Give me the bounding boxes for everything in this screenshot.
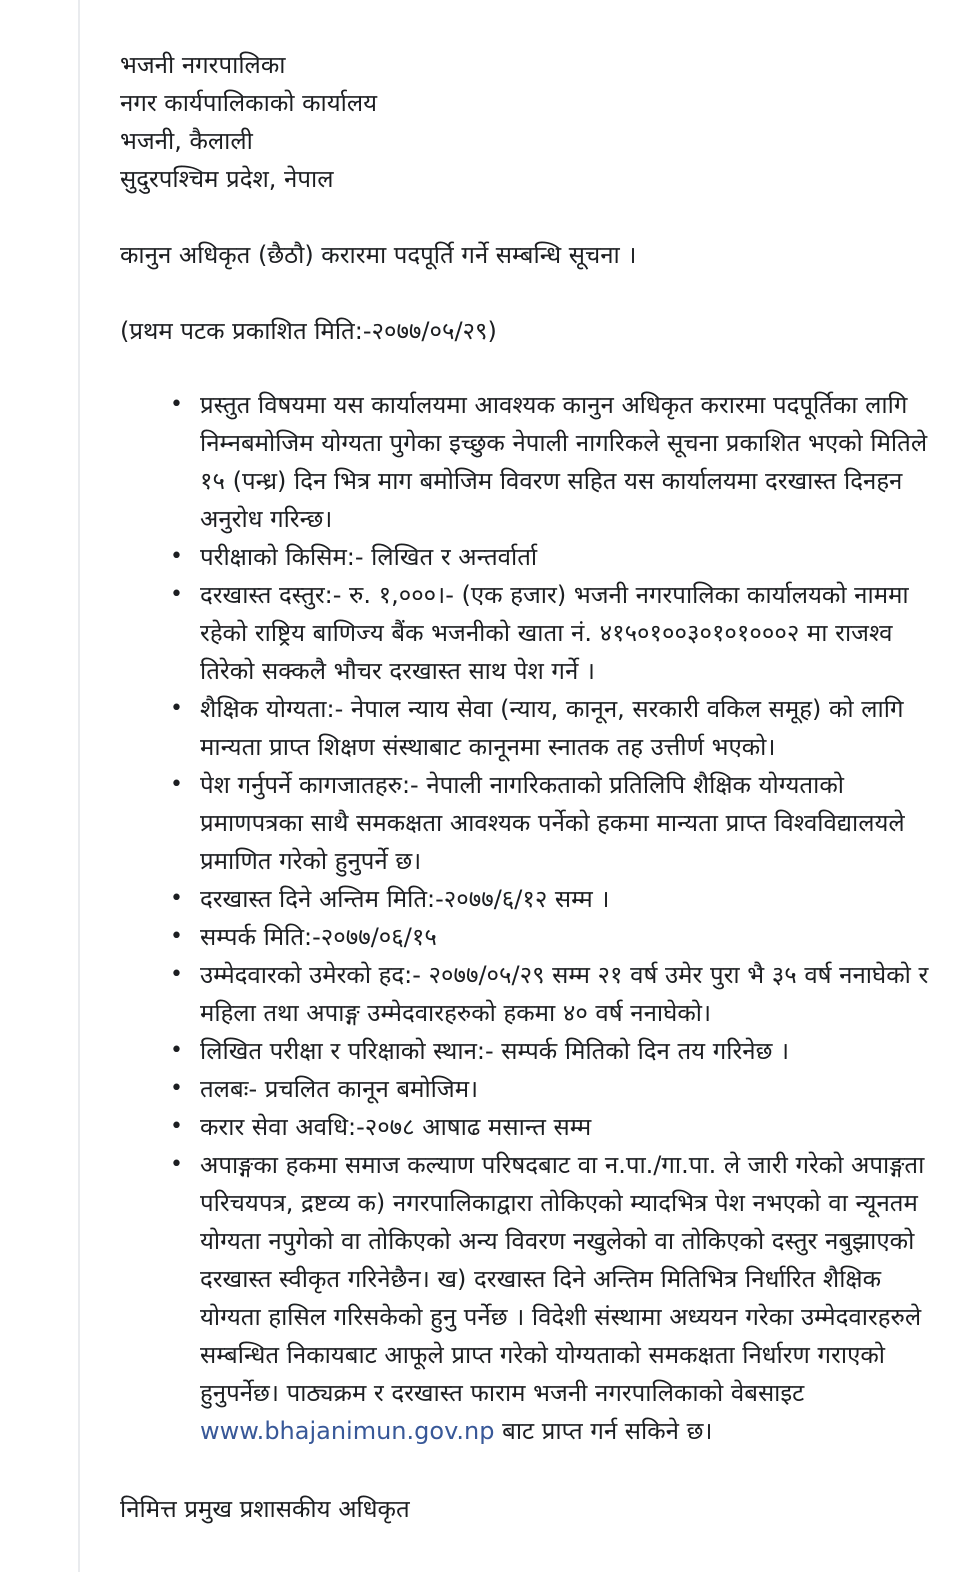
list-item [170, 956, 940, 1032]
signatory-title: निमित्त प्रमुख प्रशासकीय अधिकृत [120, 1495, 410, 1523]
address-municipality: भजनी नगरपालिका [120, 51, 286, 79]
notice-list [120, 386, 940, 1450]
list-item-text: दरखास्त दस्तुर:- रु. १,०००।- (एक हजार) भजनी नगरपालिका कार्यालयको नाममा रहेको राष्ट्रिय बाणिज्य बैंक भजनीको खाता नं. ४१५०१००३०१०१०००२ मा राजश्व तिरेको सक्कलै भौचर दरखास्त साथ पेश गर्ने । [200, 581, 909, 685]
list-item [170, 538, 940, 576]
list-item [170, 690, 940, 766]
bullet-icon: • [170, 1114, 183, 1139]
list-item-text: परीक्षाको किसिम:- लिखित र अन्तर्वार्ता [200, 543, 538, 571]
list-item [170, 880, 940, 918]
bullet-icon: • [170, 1152, 183, 1177]
list-item-text: लिखित परीक्षा र परिक्षाको स्थान:- सम्पर्क मितिको दिन तय गरिनेछ । [200, 1037, 790, 1065]
list-item-text: अपाङ्गका हकमा समाज कल्याण परिषदबाट वा न.पा./गा.पा. ले जारी गरेको अपाङ्गता परिचयपत्र, द्रष्टव्य क) नगरपालिकाद्वारा तोकिएको म्यादभित्र पेश नभएको वा न्यूनतम योग्यता नपुगेको वा तोकिएको अन्य विवरण नखुलेको वा तोकिएको दस्तुर नबुझाएको दरखास्त स्वीकृत गरिनेछैन। ख) दरखास्त दिने अन्तिम मितिभित्र निर्धारित शैक्षिक योग्यता हासिल गरिसकेको हुनु पर्नेछ । विदेशी संस्थामा अध्ययन गरेका उम्मेदवारहरुले सम्बन्धित निकायबाट आफूले प्राप्त गरेको योग्यताको समकक्षता निर्धारण गराएको हुनुपर्नेछ। पाठ्यक्रम र दरखास्त फाराम भजनी नगरपालिकाको वेबसाइट [200, 1151, 925, 1407]
list-item-last [170, 1146, 940, 1450]
bullet-icon: • [170, 924, 183, 949]
bullet-icon: • [170, 696, 183, 721]
list-item-text: उम्मेदवारको उमेरको हद:- २०७७/०५/२९ सम्म २१ वर्ष उमेर पुरा भै ३५ वर्ष ननाघेको र महिला तथा अपाङ्ग उम्मेदवारहरुको हकमा ४० वर्ष ननाघेको। [200, 961, 929, 1027]
list-item-text: प्रस्तुत विषयमा यस कार्यालयमा आवश्यक कानुन अधिकृत करारमा पदपूर्तिका लागि निम्नबमोजिम योग्यता पुगेका इच्छुक नेपाली नागरिकले सूचना प्रकाशित भएको मितिले १५ (पन्ध्र) दिन भित्र माग बमोजिम विवरण सहित यस कार्यालयमा दरखास्त दिनहन अनुरोध गरिन्छ। [200, 391, 928, 533]
bullet-icon: • [170, 962, 183, 987]
list-item-text: दरखास्त दिने अन्तिम मिति:-२०७७/६/१२ सम्म । [200, 885, 610, 913]
bullet-icon: • [170, 1076, 183, 1101]
list-item [170, 386, 940, 538]
address-province: सुदुरपश्चिम प्रदेश, नेपाल [120, 165, 334, 193]
list-item-text: तलबः- प्रचलित कानून बमोजिम। [200, 1075, 479, 1103]
list-item-text: सम्पर्क मिति:-२०७७/०६/१५ [200, 923, 437, 951]
list-item-text: पेश गर्नुपर्ने कागजातहरु:- नेपाली नागरिकताको प्रतिलिपि शैक्षिक योग्यताको प्रमाणपत्रका साथै समकक्षता आवश्यक पर्नेको हकमा मान्यता प्राप्त विश्वविद्यालयले प्रमाणित गरेको हुनुपर्ने छ। [200, 771, 905, 875]
bullet-icon: • [170, 1038, 183, 1063]
list-item [170, 1032, 940, 1070]
left-border [78, 0, 80, 1572]
address-location: भजनी, कैलाली [120, 127, 253, 155]
bullet-icon: • [170, 886, 183, 911]
list-item [170, 918, 940, 956]
bullet-icon: • [170, 772, 183, 797]
bullet-icon: • [170, 392, 183, 417]
notice-document [120, 46, 940, 1528]
website-link[interactable]: www.bhajanimun.gov.np [200, 1417, 495, 1445]
list-item [170, 1108, 940, 1146]
list-item-text-end: बाट प्राप्त गर्न सकिने छ। [494, 1417, 713, 1445]
list-item-text: शैक्षिक योग्यता:- नेपाल न्याय सेवा (न्याय, कानून, सरकारी वकिल समूह) को लागि मान्यता प्राप्त शिक्षण संस्थाबाट कानूनमा स्नातक तह उत्तीर्ण भएको। [200, 695, 904, 761]
list-item-text: करार सेवा अवधि:-२०७८ आषाढ मसान्त सम्म [200, 1113, 592, 1141]
list-item [170, 576, 940, 690]
notice-subject: कानुन अधिकृत (छैठौ) करारमा पदपूर्ति गर्ने सम्बन्धि सूचना । [120, 241, 637, 269]
list-item [170, 1070, 940, 1108]
address-office: नगर कार्यपालिकाको कार्यालय [120, 89, 378, 117]
published-date: (प्रथम पटक प्रकाशित मिति:-२०७७/०५/२९) [120, 317, 497, 345]
list-item [170, 766, 940, 880]
bullet-icon: • [170, 544, 183, 569]
bullet-icon: • [170, 582, 183, 607]
address-block [120, 46, 940, 198]
